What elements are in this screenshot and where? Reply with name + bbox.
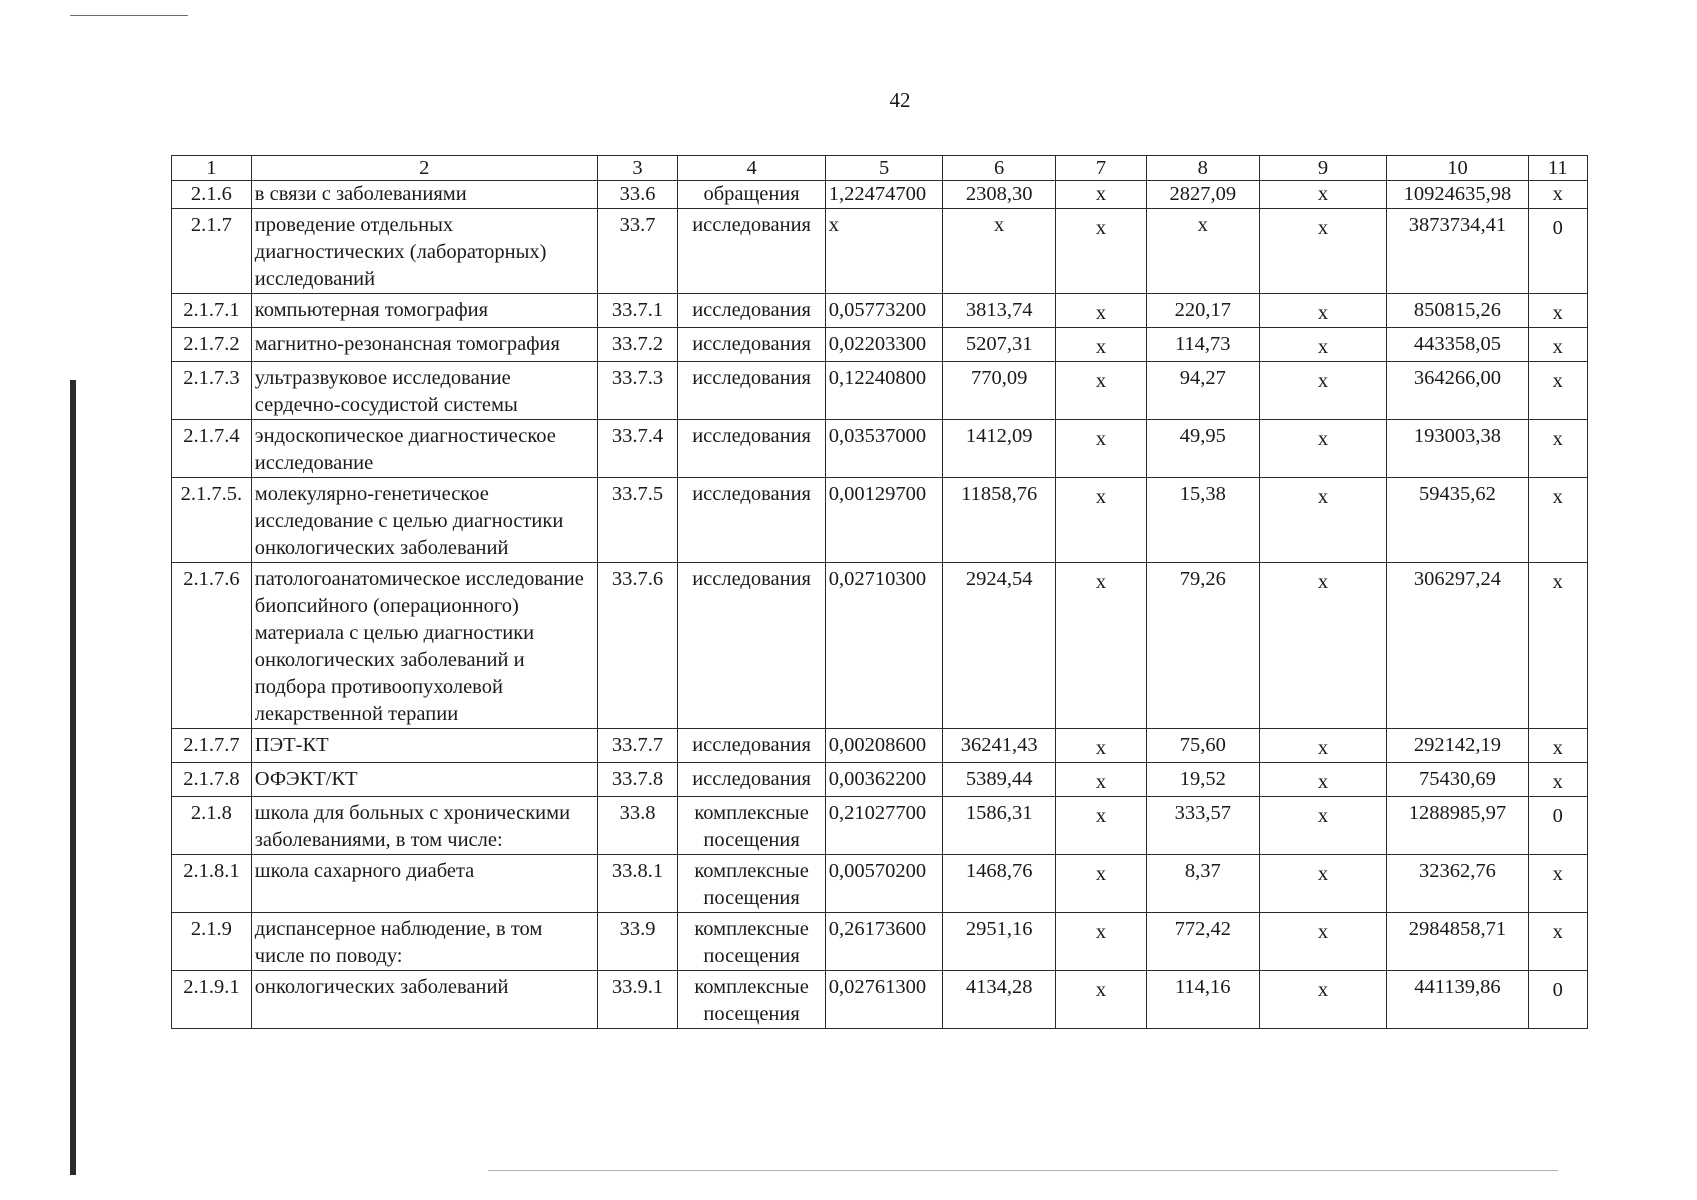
table-cell-col-7: х (1055, 913, 1146, 971)
table-cell-col-4: исследования (678, 294, 825, 328)
header-cell-8: 8 (1146, 156, 1259, 181)
table-cell-col-4: исследования (678, 763, 825, 797)
table-cell-col-9: х (1259, 478, 1387, 563)
table-row (172, 855, 1588, 913)
table-cell-col-8: 114,16 (1146, 971, 1259, 1029)
table-cell-col-1: 2.1.7.1 (172, 294, 252, 328)
table-cell-col-10: 193003,38 (1387, 420, 1528, 478)
table-cell-col-7: х (1055, 362, 1146, 420)
table-cell-col-10: 292142,19 (1387, 729, 1528, 763)
table-row (172, 763, 1588, 797)
table-cell-col-11: 0 (1528, 971, 1587, 1029)
table-cell-col-8: 333,57 (1146, 797, 1259, 855)
table-cell-col-3: 33.7.3 (597, 362, 678, 420)
header-cell-5: 5 (825, 156, 943, 181)
scan-artifact-left-bar (70, 380, 76, 1175)
table-cell-col-8: 19,52 (1146, 763, 1259, 797)
table-cell-col-2: компьютерная томография (251, 294, 597, 328)
table-cell-col-3: 33.9.1 (597, 971, 678, 1029)
table-cell-col-7: х (1055, 328, 1146, 362)
table-cell-col-11: 0 (1528, 209, 1587, 294)
table-body (172, 156, 1588, 1029)
table-row (172, 181, 1588, 209)
table-cell-col-8: х (1146, 209, 1259, 294)
table-row (172, 478, 1588, 563)
table-cell-col-5: х (825, 209, 943, 294)
table-cell-col-2: ОФЭКТ/КТ (251, 763, 597, 797)
table-row (172, 209, 1588, 294)
table-cell-col-5: 0,00362200 (825, 763, 943, 797)
table-cell-col-3: 33.8.1 (597, 855, 678, 913)
table-cell-col-2: ПЭТ-КТ (251, 729, 597, 763)
table-cell-col-3: 33.7.6 (597, 563, 678, 729)
table-cell-col-1: 2.1.7.3 (172, 362, 252, 420)
table-cell-col-5: 0,02710300 (825, 563, 943, 729)
table-cell-col-2: школа для больных с хроническими заболеваниями, в том числе: (251, 797, 597, 855)
table-cell-col-6: 2308,30 (943, 181, 1056, 209)
table-cell-col-2: проведение отдельных диагностических (лабораторных) исследований (251, 209, 597, 294)
table-cell-col-7: х (1055, 971, 1146, 1029)
table-cell-col-9: х (1259, 563, 1387, 729)
table-cell-col-7: х (1055, 729, 1146, 763)
table-cell-col-8: 220,17 (1146, 294, 1259, 328)
table-cell-col-1: 2.1.7.2 (172, 328, 252, 362)
table-cell-col-2: ультразвуковое исследование сердечно-сосудистой системы (251, 362, 597, 420)
table-cell-col-3: 33.7 (597, 209, 678, 294)
table-cell-col-8: 94,27 (1146, 362, 1259, 420)
table-cell-col-3: 33.7.2 (597, 328, 678, 362)
table-cell-col-11: х (1528, 729, 1587, 763)
table-row (172, 913, 1588, 971)
table-cell-col-4: комплексные посещения (678, 913, 825, 971)
table-cell-col-1: 2.1.7.6 (172, 563, 252, 729)
table-cell-col-1: 2.1.6 (172, 181, 252, 209)
table-cell-col-1: 2.1.9 (172, 913, 252, 971)
table-cell-col-5: 0,02203300 (825, 328, 943, 362)
table-cell-col-9: х (1259, 797, 1387, 855)
table-cell-col-7: х (1055, 478, 1146, 563)
table-cell-col-5: 0,05773200 (825, 294, 943, 328)
table-row (172, 563, 1588, 729)
header-cell-4: 4 (678, 156, 825, 181)
table-cell-col-10: 59435,62 (1387, 478, 1528, 563)
table-cell-col-2: диспансерное наблюдение, в том числе по поводу: (251, 913, 597, 971)
table-cell-col-6: 11858,76 (943, 478, 1056, 563)
table-cell-col-5: 0,02761300 (825, 971, 943, 1029)
table-cell-col-11: 0 (1528, 797, 1587, 855)
table-cell-col-7: х (1055, 563, 1146, 729)
table-cell-col-4: комплексные посещения (678, 797, 825, 855)
table-cell-col-6: 3813,74 (943, 294, 1056, 328)
table-cell-col-5: 0,03537000 (825, 420, 943, 478)
scan-artifact-top-line (70, 15, 188, 16)
table-cell-col-8: 114,73 (1146, 328, 1259, 362)
table-cell-col-8: 2827,09 (1146, 181, 1259, 209)
header-cell-7: 7 (1055, 156, 1146, 181)
table-row (172, 420, 1588, 478)
table-cell-col-2: молекулярно-генетическое исследование с целью диагностики онкологических заболеваний (251, 478, 597, 563)
table-cell-col-11: х (1528, 294, 1587, 328)
table-cell-col-1: 2.1.8 (172, 797, 252, 855)
table-cell-col-11: х (1528, 362, 1587, 420)
data-table (171, 155, 1588, 1029)
table-cell-col-9: х (1259, 763, 1387, 797)
table-cell-col-2: патологоанатомическое исследование биопсийного (операционного) материала с целью диагностики онкологических заболеваний и подбора противоопухолевой лекарственной терапии (251, 563, 597, 729)
table-cell-col-8: 772,42 (1146, 913, 1259, 971)
table-cell-col-9: х (1259, 294, 1387, 328)
table-cell-col-1: 2.1.9.1 (172, 971, 252, 1029)
table-header-row (172, 156, 1588, 181)
table-cell-col-1: 2.1.7.5. (172, 478, 252, 563)
table-cell-col-3: 33.6 (597, 181, 678, 209)
table-cell-col-6: 5389,44 (943, 763, 1056, 797)
table-cell-col-4: исследования (678, 420, 825, 478)
header-cell-2: 2 (251, 156, 597, 181)
table-cell-col-10: 32362,76 (1387, 855, 1528, 913)
table-cell-col-1: 2.1.7.8 (172, 763, 252, 797)
table-cell-col-6: 1468,76 (943, 855, 1056, 913)
table-cell-col-10: 443358,05 (1387, 328, 1528, 362)
table-cell-col-10: 441139,86 (1387, 971, 1528, 1029)
table-cell-col-9: х (1259, 971, 1387, 1029)
table-row (172, 971, 1588, 1029)
table-cell-col-11: х (1528, 328, 1587, 362)
table-cell-col-3: 33.7.7 (597, 729, 678, 763)
table-cell-col-7: х (1055, 209, 1146, 294)
table-cell-col-6: 2951,16 (943, 913, 1056, 971)
table-cell-col-5: 0,21027700 (825, 797, 943, 855)
table-cell-col-6: 36241,43 (943, 729, 1056, 763)
table-cell-col-6: 770,09 (943, 362, 1056, 420)
table-cell-col-8: 79,26 (1146, 563, 1259, 729)
table-cell-col-10: 1288985,97 (1387, 797, 1528, 855)
table-cell-col-5: 1,22474700 (825, 181, 943, 209)
table-cell-col-8: 15,38 (1146, 478, 1259, 563)
table-cell-col-8: 8,37 (1146, 855, 1259, 913)
table-cell-col-5: 0,00570200 (825, 855, 943, 913)
header-cell-3: 3 (597, 156, 678, 181)
table-cell-col-11: х (1528, 478, 1587, 563)
table-cell-col-10: 850815,26 (1387, 294, 1528, 328)
table-cell-col-10: 2984858,71 (1387, 913, 1528, 971)
table-cell-col-1: 2.1.7.4 (172, 420, 252, 478)
table-cell-col-2: магнитно-резонансная томография (251, 328, 597, 362)
table-cell-col-10: 364266,00 (1387, 362, 1528, 420)
table-cell-col-3: 33.7.1 (597, 294, 678, 328)
table-cell-col-7: х (1055, 294, 1146, 328)
table-cell-col-4: комплексные посещения (678, 855, 825, 913)
table-cell-col-11: х (1528, 563, 1587, 729)
page-number: 42 (889, 88, 911, 112)
table-cell-col-3: 33.8 (597, 797, 678, 855)
table-row (172, 294, 1588, 328)
header-cell-11: 11 (1528, 156, 1587, 181)
table-cell-col-6: 1586,31 (943, 797, 1056, 855)
table-cell-col-5: 0,12240800 (825, 362, 943, 420)
header-cell-9: 9 (1259, 156, 1387, 181)
table-cell-col-6: 5207,31 (943, 328, 1056, 362)
table-cell-col-4: исследования (678, 563, 825, 729)
table-cell-col-5: 0,26173600 (825, 913, 943, 971)
table-cell-col-10: 306297,24 (1387, 563, 1528, 729)
table-cell-col-9: х (1259, 328, 1387, 362)
table-cell-col-11: х (1528, 913, 1587, 971)
table-row (172, 362, 1588, 420)
table-cell-col-4: исследования (678, 209, 825, 294)
table-cell-col-3: 33.7.5 (597, 478, 678, 563)
table-cell-col-7: х (1055, 420, 1146, 478)
table-cell-col-4: исследования (678, 478, 825, 563)
table-cell-col-7: х (1055, 855, 1146, 913)
table-cell-col-7: х (1055, 181, 1146, 209)
table-cell-col-4: обращения (678, 181, 825, 209)
table-cell-col-4: исследования (678, 328, 825, 362)
table-cell-col-9: х (1259, 209, 1387, 294)
table-cell-col-7: х (1055, 797, 1146, 855)
header-cell-6: 6 (943, 156, 1056, 181)
table-cell-col-11: х (1528, 855, 1587, 913)
table-cell-col-5: 0,00208600 (825, 729, 943, 763)
table-cell-col-9: х (1259, 181, 1387, 209)
table-cell-col-10: 75430,69 (1387, 763, 1528, 797)
table-cell-col-5: 0,00129700 (825, 478, 943, 563)
table-cell-col-8: 49,95 (1146, 420, 1259, 478)
table-cell-col-3: 33.9 (597, 913, 678, 971)
header-cell-10: 10 (1387, 156, 1528, 181)
table-cell-col-2: онкологических заболеваний (251, 971, 597, 1029)
table-cell-col-4: исследования (678, 729, 825, 763)
table-cell-col-6: 4134,28 (943, 971, 1056, 1029)
table-row (172, 797, 1588, 855)
table-cell-col-9: х (1259, 362, 1387, 420)
table-cell-col-6: 1412,09 (943, 420, 1056, 478)
table-cell-col-4: комплексные посещения (678, 971, 825, 1029)
table-cell-col-1: 2.1.7 (172, 209, 252, 294)
table-cell-col-1: 2.1.8.1 (172, 855, 252, 913)
table-row (172, 328, 1588, 362)
table-cell-col-11: х (1528, 420, 1587, 478)
table-cell-col-9: х (1259, 729, 1387, 763)
table-cell-col-2: эндоскопическое диагностическое исследование (251, 420, 597, 478)
scan-artifact-bottom-line (488, 1170, 1558, 1171)
table-cell-col-6: х (943, 209, 1056, 294)
table-cell-col-4: исследования (678, 362, 825, 420)
table-cell-col-9: х (1259, 420, 1387, 478)
table-cell-col-10: 10924635,98 (1387, 181, 1528, 209)
table-cell-col-11: х (1528, 763, 1587, 797)
table-cell-col-6: 2924,54 (943, 563, 1056, 729)
table-cell-col-11: х (1528, 181, 1587, 209)
table-cell-col-2: школа сахарного диабета (251, 855, 597, 913)
table-cell-col-9: х (1259, 855, 1387, 913)
table-cell-col-3: 33.7.8 (597, 763, 678, 797)
table-cell-col-7: х (1055, 763, 1146, 797)
table-cell-col-8: 75,60 (1146, 729, 1259, 763)
table-cell-col-2: в связи с заболеваниями (251, 181, 597, 209)
table-cell-col-9: х (1259, 913, 1387, 971)
table-cell-col-3: 33.7.4 (597, 420, 678, 478)
table-row (172, 729, 1588, 763)
table-cell-col-1: 2.1.7.7 (172, 729, 252, 763)
header-cell-1: 1 (172, 156, 252, 181)
table-cell-col-10: 3873734,41 (1387, 209, 1528, 294)
